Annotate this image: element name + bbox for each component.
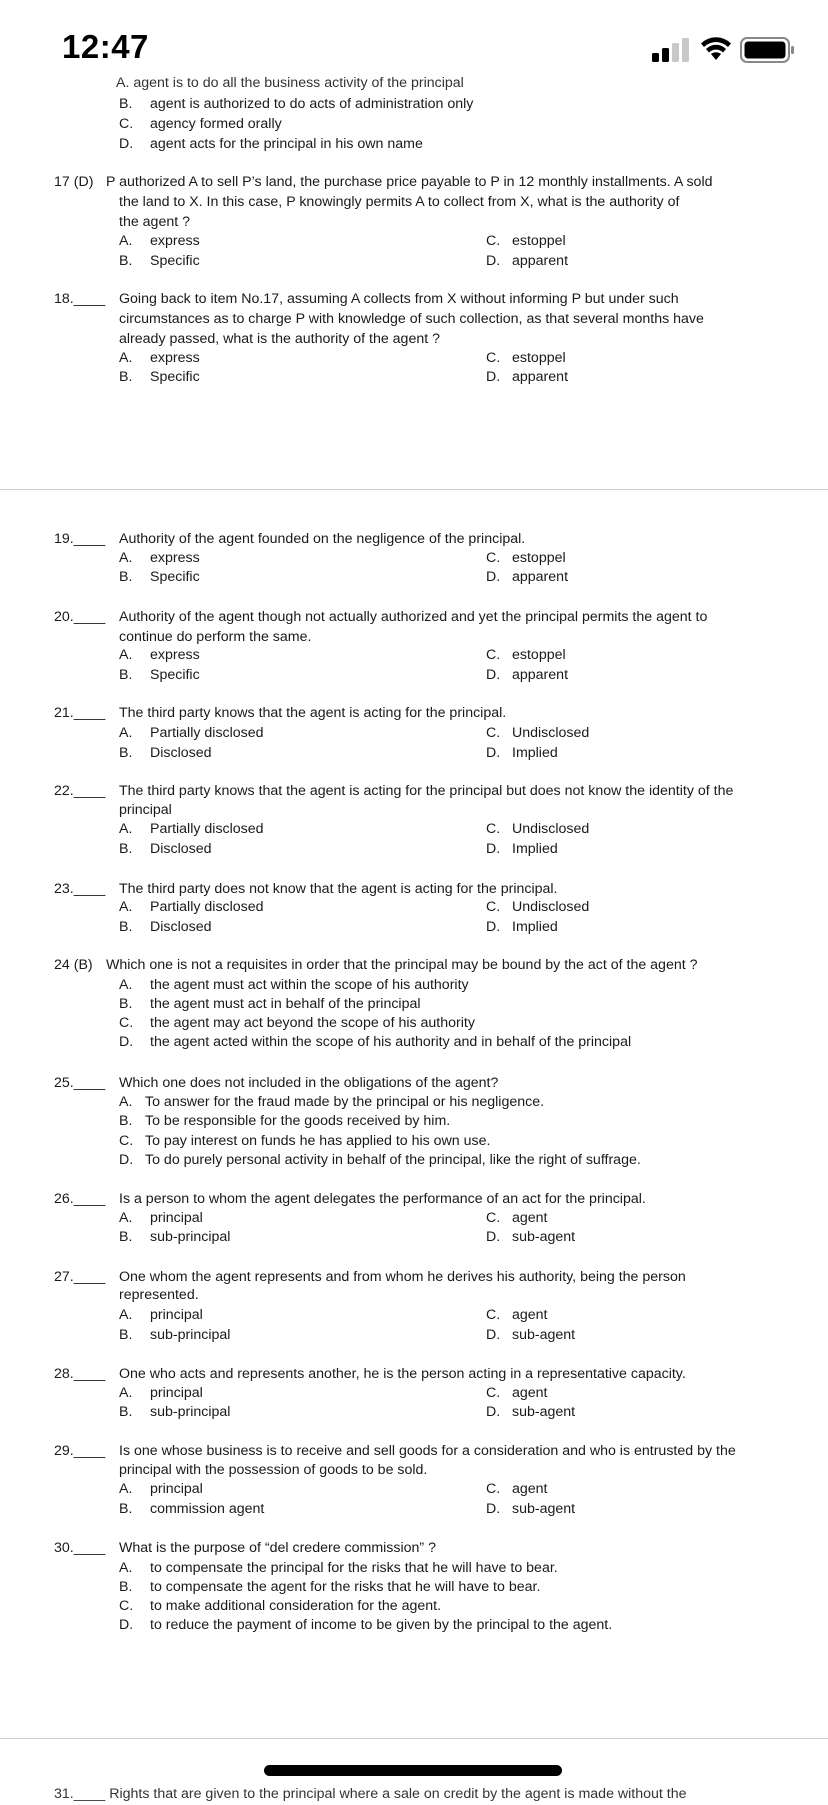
clock: 12:47 xyxy=(62,28,149,65)
option-text: express xyxy=(150,647,200,663)
option-letter: C. xyxy=(486,821,501,837)
option-letter: C. xyxy=(486,1307,501,1323)
question-text: Which one does not included in the obligations of the agent? xyxy=(119,1075,499,1091)
option-text: the agent may act beyond the scope of his authority xyxy=(150,1015,475,1031)
option-text: Implied xyxy=(512,745,558,761)
question-text: principal xyxy=(119,802,172,818)
question-number: 29.____ xyxy=(54,1443,106,1459)
option-text: commission agent xyxy=(150,1501,265,1517)
option-text: apparent xyxy=(512,369,569,385)
option-text: agent xyxy=(512,1385,548,1401)
option-text: To be responsible for the goods received by him. xyxy=(145,1113,451,1129)
option-letter: A. xyxy=(119,647,133,663)
question-number: 27.____ xyxy=(54,1269,106,1285)
option-letter: A. xyxy=(119,1560,133,1576)
option-letter: A. xyxy=(119,1210,133,1226)
option-text: Specific xyxy=(150,667,200,683)
option-letter: B. xyxy=(119,841,133,857)
option-letter: D. xyxy=(486,1404,501,1420)
question-text: What is the purpose of “del credere commission” ? xyxy=(119,1540,436,1556)
question-number: 25.____ xyxy=(54,1075,106,1091)
option-letter: B. xyxy=(119,1404,133,1420)
option-text: to compensate the principal for the risks that he will have to bear. xyxy=(150,1560,558,1576)
question-number: 19.____ xyxy=(54,531,106,547)
option-text: Disclosed xyxy=(150,745,212,761)
option-letter: A. xyxy=(119,725,133,741)
option-letter: A. xyxy=(119,1481,133,1497)
question-text: P authorized A to sell P’s land, the purchase price payable to P in 12 monthly installments. A sold xyxy=(106,174,713,190)
option-letter: C. xyxy=(119,1015,134,1031)
option-text: principal xyxy=(150,1210,203,1226)
option-letter: A. xyxy=(119,233,133,249)
option-letter: A. xyxy=(119,821,133,837)
option-text: estoppel xyxy=(512,233,566,249)
question-number: 17 (D) xyxy=(54,174,94,190)
option-text: principal xyxy=(150,1481,203,1497)
option-letter: B. xyxy=(119,919,133,935)
next-question-peek: 31.____ Rights that are given to the principal where a sale on credit by the agent is made without the xyxy=(54,1786,687,1802)
option-letter: D. xyxy=(119,1034,134,1050)
option-text: sub-agent xyxy=(512,1501,576,1517)
option-letter: B. xyxy=(119,667,133,683)
question-text: The third party does not know that the agent is acting for the principal. xyxy=(119,881,558,897)
option-letter: D. xyxy=(486,1501,501,1517)
option-letter: C. xyxy=(119,116,134,132)
question-text: Which one is not a requisites in order that the principal may be bound by the act of the agent ? xyxy=(106,957,698,973)
question-number: 24 (B) xyxy=(54,957,93,973)
option-letter: B. xyxy=(119,996,133,1012)
option-letter: C. xyxy=(486,350,501,366)
page-break xyxy=(0,489,828,490)
option-text: express xyxy=(150,233,200,249)
option-text: Specific xyxy=(150,369,200,385)
question-number: 18.____ xyxy=(54,291,106,307)
option-letter: D. xyxy=(486,667,501,683)
option-text: apparent xyxy=(512,667,569,683)
option-letter: B. xyxy=(119,1113,133,1129)
option-text: estoppel xyxy=(512,350,566,366)
question-text: principal with the possession of goods to be sold. xyxy=(119,1462,428,1478)
question-text: the land to X. In this case, P knowingly permits A to collect from X, what is the authority of xyxy=(119,194,680,210)
option-text: to make additional consideration for the agent. xyxy=(150,1598,442,1614)
option-text: sub-principal xyxy=(150,1404,231,1420)
question-text: The third party knows that the agent is acting for the principal but does not know the identity of the xyxy=(119,783,734,799)
option-letter: C. xyxy=(486,550,501,566)
question-text: already passed, what is the authority of the agent ? xyxy=(119,331,440,347)
option-letter: B. xyxy=(119,96,133,112)
page-break xyxy=(0,1738,828,1739)
option-letter: B. xyxy=(119,569,133,585)
question-number: 23.____ xyxy=(54,881,106,897)
option-letter: A. xyxy=(119,899,133,915)
option-letter: C. xyxy=(486,647,501,663)
option-text: apparent xyxy=(512,569,569,585)
option-text: principal xyxy=(150,1385,203,1401)
option-letter: A. xyxy=(119,1307,133,1323)
option-letter: A. xyxy=(119,1385,133,1401)
option-text: agent xyxy=(512,1481,548,1497)
option-letter: B. xyxy=(119,1579,133,1595)
option-text: Specific xyxy=(150,569,200,585)
option-letter: B. xyxy=(119,253,133,269)
option-text: agent acts for the principal in his own name xyxy=(150,136,423,152)
option-text: Undisclosed xyxy=(512,899,590,915)
option-text: sub-agent xyxy=(512,1327,576,1343)
option-letter: C. xyxy=(486,233,501,249)
question-number: 20.____ xyxy=(54,609,106,625)
option-letter: C. xyxy=(486,725,501,741)
question-text: One who acts and represents another, he is the person acting in a representative capacity. xyxy=(119,1366,686,1382)
option-letter: B. xyxy=(119,369,133,385)
option-text: express xyxy=(150,350,200,366)
option-letter: D. xyxy=(486,253,501,269)
option-text: Partially disclosed xyxy=(150,821,264,837)
option-text: Implied xyxy=(512,919,558,935)
option-text: sub-agent xyxy=(512,1404,576,1420)
option-letter: D. xyxy=(486,369,501,385)
option-letter: D. xyxy=(486,841,501,857)
option-text: agency formed orally xyxy=(150,116,282,132)
option-text: Disclosed xyxy=(150,919,212,935)
question-text: the agent ? xyxy=(119,214,190,230)
question-text: Authority of the agent though not actually authorized and yet the principal permits the agent to xyxy=(119,609,708,625)
option-letter: B. xyxy=(119,1229,133,1245)
option-text: to reduce the payment of income to be given by the principal to the agent. xyxy=(150,1617,613,1633)
question-text: One whom the agent represents and from whom he derives his authority, being the person xyxy=(119,1269,686,1285)
option-text: to compensate the agent for the risks that he will have to bear. xyxy=(150,1579,541,1595)
option-text: Undisclosed xyxy=(512,725,590,741)
option-letter: D. xyxy=(119,1152,134,1168)
option-letter: B. xyxy=(119,1327,133,1343)
option-text: principal xyxy=(150,1307,203,1323)
question-number: 21.____ xyxy=(54,705,106,721)
option-text: Disclosed xyxy=(150,841,212,857)
option-text: estoppel xyxy=(512,550,566,566)
option-letter: D. xyxy=(486,569,501,585)
option-text: express xyxy=(150,550,200,566)
home-indicator[interactable] xyxy=(264,1765,562,1776)
question-text: continue do perform the same. xyxy=(119,629,312,645)
question-number: 28.____ xyxy=(54,1366,106,1382)
option-letter: C. xyxy=(486,1481,501,1497)
option-letter: D. xyxy=(486,1229,501,1245)
option-text: estoppel xyxy=(512,647,566,663)
option-text: agent xyxy=(512,1307,548,1323)
question-text: Is a person to whom the agent delegates the performance of an act for the principal. xyxy=(119,1191,646,1207)
option-text: sub-principal xyxy=(150,1327,231,1343)
option-letter: D. xyxy=(486,1327,501,1343)
question-number: 22.____ xyxy=(54,783,106,799)
question-text: Authority of the agent founded on the negligence of the principal. xyxy=(119,531,526,547)
option-text: Specific xyxy=(150,253,200,269)
option-text: the agent acted within the scope of his authority and in behalf of the principal xyxy=(150,1034,632,1050)
option-text: agent is authorized to do acts of administration only xyxy=(150,96,474,112)
option-text: the agent must act in behalf of the principal xyxy=(150,996,421,1012)
option-letter: A. xyxy=(119,1094,133,1110)
option-text: To do purely personal activity in behalf of the principal, like the right of suffrage. xyxy=(145,1152,641,1168)
question-number: 30.____ xyxy=(54,1540,106,1556)
option-letter: D. xyxy=(119,1617,134,1633)
option-text: Partially disclosed xyxy=(150,899,264,915)
option-text: sub-agent xyxy=(512,1229,576,1245)
question-number: 26.____ xyxy=(54,1191,106,1207)
question-text: Is one whose business is to receive and sell goods for a consideration and who is entrusted by the xyxy=(119,1443,736,1459)
question-text: The third party knows that the agent is acting for the principal. xyxy=(119,705,507,721)
option-letter: C. xyxy=(486,1385,501,1401)
option-text: sub-principal xyxy=(150,1229,231,1245)
option-letter: A. xyxy=(119,550,133,566)
option-text: Implied xyxy=(512,841,558,857)
option-letter: C. xyxy=(119,1133,134,1149)
option-letter: D. xyxy=(119,136,134,152)
question-text: Going back to item No.17, assuming A collects from X without informing P but under such xyxy=(119,291,679,307)
option-letter: D. xyxy=(486,745,501,761)
option-letter: C. xyxy=(486,899,501,915)
option-text: Partially disclosed xyxy=(150,725,264,741)
option-letter: B. xyxy=(119,1501,133,1517)
option-letter: A. xyxy=(119,977,133,993)
option-letter: B. xyxy=(119,745,133,761)
option-text: apparent xyxy=(512,253,569,269)
question-text: circumstances as to charge P with knowledge of such collection, as that several months have xyxy=(119,311,704,327)
option-text: the agent must act within the scope of his authority xyxy=(150,977,469,993)
option-letter: C. xyxy=(486,1210,501,1226)
question-text: represented. xyxy=(119,1287,199,1303)
option-text: Undisclosed xyxy=(512,821,590,837)
option-text: To answer for the fraud made by the principal or his negligence. xyxy=(145,1094,545,1110)
clipped-option-line: A. agent is to do all the business activity of the principal xyxy=(116,75,464,91)
option-letter: D. xyxy=(486,919,501,935)
option-text: To pay interest on funds he has applied to his own use. xyxy=(145,1133,491,1149)
option-letter: C. xyxy=(119,1598,134,1614)
option-text: agent xyxy=(512,1210,548,1226)
option-letter: A. xyxy=(119,350,133,366)
